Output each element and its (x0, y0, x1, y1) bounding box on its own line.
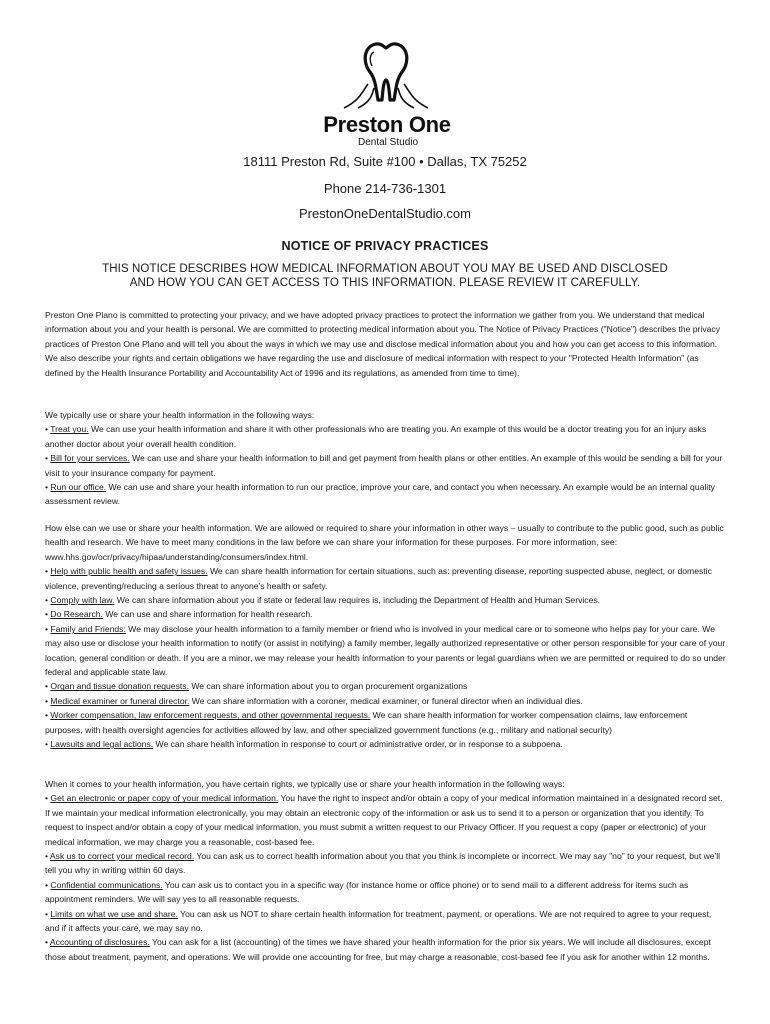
list-item: • Comply with law. We can share information about you if state or federal law requires is, including the Department of Health and Human Services. (45, 595, 601, 606)
list-item: • Do Research. We can use and share information for health research. (45, 609, 313, 620)
item-label: Get an electronic or paper copy of your medical information. (50, 793, 279, 804)
list-item: • Worker compensation, law enforcement requests, and other governmental requests. We can share health information for worker compensation claims, law enforcement purposes, with health oversight agencies for activities allowed by law, and other specialized government functions (e.g., military and national security) (45, 710, 688, 735)
list-item: • Get an electronic or paper copy of your medical information. You have the right to inspect and/or obtain a copy of your medical information maintained in a designated record set. If we maintain your medical information electronically, you may obtain an electronic copy of the information or ask us to send it to a person or organization that you identify. To request to inspect and/or obtain a copy of your medical information, you must submit a written request to our Privacy Officer. If you request a copy (paper or electronic) of your medical information, we may charge you a reasonable, cost-based fee. (45, 793, 723, 847)
item-label: Lawsuits and legal actions. (50, 739, 154, 750)
item-text: We can share health information in response to court or administrative order, or in response to a subpoena. (153, 739, 563, 750)
logo-subtitle: Dental Studio (358, 137, 419, 148)
section-uses-lead: We typically use or share your health information in the following ways: (45, 410, 315, 420)
practice-website: PrestonOneDentalStudio.com (299, 206, 471, 221)
notice-subtitle-line-1: THIS NOTICE DESCRIBES HOW MEDICAL INFORMATION ABOUT YOU MAY BE USED AND DISCLOSED (102, 263, 668, 275)
item-label: Ask us to correct your medical record. (49, 851, 195, 862)
item-label: Help with public health and safety issues. (50, 566, 208, 577)
item-text: We can share information with a coroner, medical examiner, or funeral director when an individual dies. (189, 695, 583, 706)
item-text: We can use and share your health information to bill and get payment from health plans or other entities. An example of this would be sending a bill for your visit to your insurance company for payment. (45, 453, 723, 478)
list-item: • Confidential communications. You can ask us to contact you in a specific way (for instance home or office phone) or to send mail to a different address for items such as appointment reminders. We will say yes to all reasonable requests. (45, 879, 689, 905)
practice-logo (318, 40, 454, 154)
item-text: We can use your health information and share it with other professionals who are treating you. An example of this would be a doctor treating you for an injury asks another doctor about your overall health condition. (45, 424, 707, 449)
tooth-icon (340, 40, 432, 112)
notice-subtitle (0, 262, 770, 290)
list-item: • Treat you. We can use your health information and share it with other professionals who are treating you. An example of this would be a doctor treating you for an injury asks another doctor about your overall health condition. (45, 424, 707, 449)
item-text: We can share health information for worker compensation claims, law enforcement purposes, with health oversight agencies for activities allowed by law, and other specialized government functions (e.g., military and national security) (45, 710, 688, 735)
item-text: You have the right to inspect and/or obtain a copy of your medical information maintained in a designated record set. If we maintain your medical information electronically, you may obtain an electronic copy of the information or ask us to send it to a person or organization that you identify. To request to inspect and/or obtain a copy of your medical information, you must submit a written request to our Privacy Officer. If you request a copy (paper or electronic) of your medical information, we may charge you a reasonable, cost-based fee. (45, 793, 723, 847)
section-uses (45, 408, 727, 509)
section-other-uses (45, 521, 727, 752)
item-text: We can share information about you if state or federal law requires is, including the Department of Health and Human Services. (114, 595, 601, 606)
list-item: • Help with public health and safety issues. We can share health information for certain situations, such as: preventing disease, reporting suspected abuse, neglect, or domestic violence, preventing/reducing a serious threat to anyone's health or safety. (45, 566, 712, 591)
item-text: We can share health information for certain situations, such as: preventing disease, reporting suspected abuse, neglect, or domestic violence, preventing/reducing a serious threat to anyone's health or safety. (45, 566, 712, 591)
section-your-rights (45, 777, 727, 964)
notice-subtitle-line-2: AND HOW YOU CAN GET ACCESS TO THIS INFORMATION. PLEASE REVIEW IT CAREFULLY. (129, 277, 641, 289)
section-other-uses-lead: How else can we use or share your health information. We are allowed or required to share your information in other ways – usually to contribute to the public good, such as public health and research. We have to meet many conditions in the law before we can share your information for these purposes. For more information, see: www.hhs.gov/ocr/privacy/hipaa/understanding/consumers/index.html. (45, 523, 724, 562)
item-text: We can use and share information for health research. (102, 609, 313, 620)
item-label: Worker compensation, law enforcement requests, and other governmental requests. (50, 710, 371, 721)
practice-address: 18111 Preston Rd, Suite #100 • Dallas, TX 75252 (243, 154, 527, 169)
list-item: • Organ and tissue donation requests. We can share information about you to organ procurement organizations (45, 681, 468, 692)
item-text: You can ask us NOT to share certain health information for treatment, payment, or operations. We are not required to agree to your request, and if it affects your care, we may say no. (45, 908, 712, 934)
item-label: Confidential communications. (50, 879, 163, 890)
intro-paragraph: Preston One Plano is committed to protecting your privacy, and we have adopted privacy practices to protect the information we gather from you. We understand that medical information about you and your health is personal. We are committed to protecting medical information about you. The Notice of Privacy Practices ("Notice") describes the privacy practices of Preston One Plano and will tell you about the ways in which we may use and disclose medical information about you and how you can get access to this information. We also describe your rights and certain obligations we have regarding the use and disclosure of medical information with respect to your "Protected Health Information" (as defined by the Health Insurance Portability and Accountability Act of 1996 and its regulations, as amended from time to time). (45, 310, 720, 378)
logo-wordmark: Preston One (323, 112, 451, 137)
list-item: • Bill for your services. We can use and share your health information to bill and get payment from health plans or other entities. An example of this would be sending a bill for your visit to your insurance company for payment. (45, 453, 723, 478)
list-item: • Limits on what we use and share. You can ask us NOT to share certain health information for treatment, payment, or operations. We are not required to agree to your request, and if it affects your care, we may say no. (45, 908, 712, 934)
item-label: Treat you. (50, 424, 89, 435)
item-text: You can ask for a list (accounting) of the times we have shared your health information for the prior six years. We will include all disclosures, except those about treatment, payment, and operations. We will provide one accounting for free, but may charge a reasonable, cost-based fee if you ask for another within 12 months. (45, 937, 711, 962)
item-text: You can ask us to correct health information about you that you think is incomplete or incorrect. We may say "no" to your request, but we'll tell you why in writing within 60 days. (45, 851, 721, 876)
list-item: • Run our office. We can use and share your health information to run our practice, improve your care, and contact you when necessary. An example would be an internal quality assessment review. (45, 482, 715, 507)
item-label: Accounting of disclosures. (49, 937, 150, 948)
item-label: Run our office. (50, 482, 107, 493)
item-label: Comply with law. (50, 595, 115, 606)
item-text: We can use and share your health information to run our practice, improve your care, and contact you when necessary. An example would be an internal quality assessment review. (45, 482, 715, 507)
list-item: • Family and Friends: We may disclose your health information to a family member or friend who is involved in your medical care or to someone who helps pay for your care. We may also use or disclose your health information to notify (or assist in notifying) a family member, legally authorized representative or other person responsible for your care of your location, general condition or death. If you are a minor, we may release your health information to your parents or legal guardians when we are permitted or required to do so under federal and applicable state law. (45, 623, 726, 678)
item-label: Limits on what we use and share. (50, 908, 178, 919)
list-item: • Medical examiner or funeral director. We can share information with a coroner, medical examiner, or funeral director when an individual dies. (45, 695, 583, 706)
practice-phone: Phone 214-736-1301 (323, 181, 447, 196)
item-text: We can share information about you to organ procurement organizations (188, 681, 468, 692)
list-item: • Ask us to correct your medical record. You can ask us to correct health information about you that you think is incomplete or incorrect. We may say "no" to your request, but we'll tell you why in writing within 60 days. (45, 851, 721, 876)
section-your-rights-lead: When it comes to your health information, you have certain rights, we typically use or share your health information in the following ways: (45, 779, 565, 789)
list-item: • Accounting of disclosures. You can ask for a list (accounting) of the times we have shared your health information for the prior six years. We will include all disclosures, except those about treatment, payment, and operations. We will provide one accounting for free, but may charge a reasonable, cost-based fee if you ask for another within 12 months. (45, 937, 711, 962)
list-item: • Lawsuits and legal actions. We can share health information in response to court or administrative order, or in response to a subpoena. (45, 739, 563, 750)
item-label: Organ and tissue donation requests. (50, 681, 189, 692)
item-label: Family and Friends: (50, 623, 126, 634)
item-text: We may disclose your health information to a family member or friend who is involved in your medical care or to someone who helps pay for your care. We may also use or disclose your health information to notify (or assist in notifying) a family member, legally authorized representative or other person responsible for your care of your location, general condition or death. If you are a minor, we may release your health information to your parents or legal guardians when we are permitted or required to do so under federal and applicable state law. (45, 623, 726, 678)
item-label: Medical examiner or funeral director. (50, 695, 190, 706)
item-label: Do Research. (50, 609, 103, 620)
notice-title: NOTICE OF PRIVACY PRACTICES (281, 239, 489, 253)
item-label: Bill for your services. (50, 453, 130, 464)
item-text: You can ask us to contact you in a specific way (for instance home or office phone) or to send mail to a different address for items such as appointment reminders. We will say yes to all reasonable requests. (45, 879, 689, 905)
